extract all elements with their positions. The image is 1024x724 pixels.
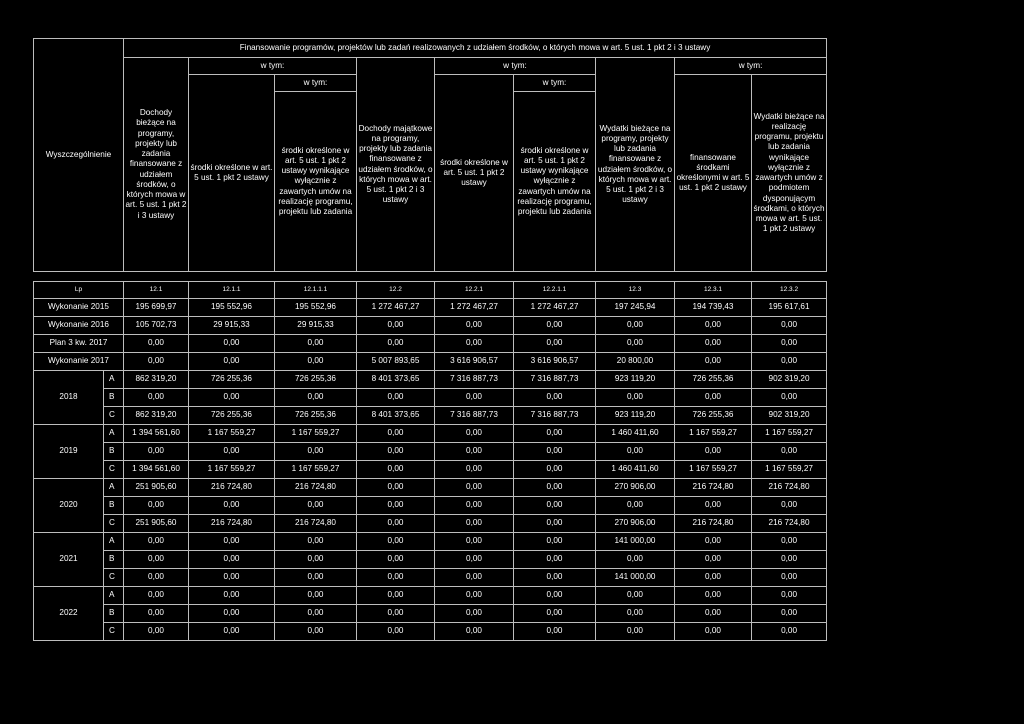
value-cell: 0,00 [675,623,752,641]
col-header-7: Wydatki bieżące na programy, projekty lub zadania finansowane z udziałem środków, o których mowa w art. 5 ust. 1 pkt 2 i 3 ustawy [596,58,675,272]
value-cell: 0,00 [752,533,827,551]
row-code: C [104,623,124,641]
value-cell: 0,00 [435,443,514,461]
value-cell: 0,00 [435,569,514,587]
value-cell: 0,00 [675,353,752,371]
table-row [34,497,827,515]
col-header-2: środki określone w art. 5 ust. 1 pkt 2 ustawy [189,75,275,272]
row-code: A [104,587,124,605]
value-cell: 923 119,20 [596,371,675,389]
value-cell: 0,00 [596,335,675,353]
value-cell: 1 394 561,60 [124,425,189,443]
value-cell: 0,00 [514,461,596,479]
value-cell: 0,00 [189,605,275,623]
value-cell: 0,00 [596,389,675,407]
value-cell: 0,00 [596,317,675,335]
w-tym-group-2: w tym: [435,58,596,75]
value-cell: 0,00 [275,551,357,569]
value-cell: 0,00 [596,497,675,515]
row-code: A [104,479,124,497]
value-cell: 0,00 [514,317,596,335]
value-cell: 0,00 [675,389,752,407]
value-cell: 1 394 561,60 [124,461,189,479]
row-code: B [104,551,124,569]
value-cell: 0,00 [124,605,189,623]
value-cell: 0,00 [752,317,827,335]
value-cell: 0,00 [435,497,514,515]
lp-number: 12.3.1 [675,282,752,299]
value-cell: 923 119,20 [596,407,675,425]
table-row [34,317,827,335]
value-cell: 29 915,33 [189,317,275,335]
value-cell: 5 007 893,65 [357,353,435,371]
value-cell: 902 319,20 [752,371,827,389]
header-spacer [34,272,827,282]
value-cell: 20 800,00 [596,353,675,371]
value-cell: 0,00 [514,569,596,587]
col-header-3: środki określone w art. 5 ust. 1 pkt 2 ustawy wynikające wyłącznie z zawartych umów na realizację programu, projektu lub zadania [275,92,357,272]
value-cell: 0,00 [124,551,189,569]
value-cell: 0,00 [514,551,596,569]
value-cell: 0,00 [124,533,189,551]
table-row [34,515,827,533]
lp-number: 12.1.1 [189,282,275,299]
value-cell: 216 724,80 [189,515,275,533]
value-cell: 0,00 [675,551,752,569]
table-row [34,443,827,461]
col-header-5: środki określone w art. 5 ust. 1 pkt 2 ustawy [435,75,514,272]
lp-number: 12.2.1.1 [514,282,596,299]
table-row [34,605,827,623]
value-cell: 7 316 887,73 [514,407,596,425]
value-cell: 0,00 [357,425,435,443]
value-cell: 270 906,00 [596,479,675,497]
value-cell: 0,00 [124,353,189,371]
table-title: Finansowanie programów, projektów lub zadań realizowanych z udziałem środków, o których mowa w art. 5 ust. 1 pkt 2 i 3 ustawy [124,39,827,58]
value-cell: 862 319,20 [124,407,189,425]
value-cell: 726 255,36 [189,371,275,389]
value-cell: 0,00 [357,443,435,461]
value-cell: 0,00 [435,335,514,353]
row-code: B [104,605,124,623]
value-cell: 0,00 [435,479,514,497]
w-tym-group-1: w tym: [189,58,357,75]
table-row [34,353,827,371]
value-cell: 1 167 559,27 [752,461,827,479]
value-cell: 0,00 [124,389,189,407]
value-cell: 726 255,36 [675,371,752,389]
value-cell: 0,00 [514,497,596,515]
value-cell: 1 460 411,60 [596,461,675,479]
table-row [34,479,827,497]
value-cell: 0,00 [596,605,675,623]
value-cell: 0,00 [124,623,189,641]
row-label-header: Wyszczególnienie [34,39,124,272]
value-cell: 8 401 373,65 [357,371,435,389]
lp-label: Lp [34,282,124,299]
value-cell: 0,00 [357,389,435,407]
value-cell: 0,00 [275,569,357,587]
row-label: Wykonanie 2017 [34,353,124,371]
col-header-4: Dochody majątkowe na programy, projekty lub zadania finansowane z udziałem środków, o których mowa w art. 5 ust. 1 pkt 2 i 3 ustawy [357,58,435,272]
row-code: B [104,389,124,407]
value-cell: 0,00 [357,551,435,569]
value-cell: 0,00 [357,569,435,587]
value-cell: 0,00 [435,587,514,605]
value-cell: 0,00 [675,443,752,461]
table-row [34,551,827,569]
lp-number: 12.3.2 [752,282,827,299]
value-cell: 0,00 [514,623,596,641]
value-cell: 0,00 [189,389,275,407]
table-row [34,569,827,587]
value-cell: 726 255,36 [675,407,752,425]
value-cell: 0,00 [435,317,514,335]
year-label: 2022 [34,587,104,641]
value-cell: 0,00 [275,335,357,353]
row-label: Wykonanie 2016 [34,317,124,335]
lp-number: 12.3 [596,282,675,299]
row-code: C [104,407,124,425]
value-cell: 0,00 [752,569,827,587]
year-label: 2021 [34,533,104,587]
value-cell: 0,00 [124,497,189,515]
value-cell: 0,00 [275,443,357,461]
value-cell: 251 905,60 [124,479,189,497]
value-cell: 0,00 [435,425,514,443]
value-cell: 0,00 [124,443,189,461]
w-tym-group-3: w tym: [675,58,827,75]
lp-number: 12.1.1.1 [275,282,357,299]
row-label: Plan 3 kw. 2017 [34,335,124,353]
value-cell: 0,00 [189,443,275,461]
value-cell: 0,00 [675,569,752,587]
table-row [34,587,827,605]
value-cell: 0,00 [275,605,357,623]
value-cell: 0,00 [596,587,675,605]
value-cell: 0,00 [124,569,189,587]
table-row [34,533,827,551]
year-label: 2020 [34,479,104,533]
value-cell: 1 272 467,27 [435,299,514,317]
lp-row [34,282,827,299]
value-cell: 0,00 [752,389,827,407]
value-cell: 7 316 887,73 [435,407,514,425]
w-tym-sub-2: w tym: [514,75,596,92]
value-cell: 195 617,61 [752,299,827,317]
value-cell: 0,00 [357,497,435,515]
value-cell: 7 316 887,73 [514,371,596,389]
value-cell: 0,00 [514,425,596,443]
value-cell: 0,00 [275,389,357,407]
value-cell: 195 552,96 [189,299,275,317]
row-code: C [104,569,124,587]
value-cell: 141 000,00 [596,569,675,587]
value-cell: 902 319,20 [752,407,827,425]
value-cell: 0,00 [275,587,357,605]
value-cell: 0,00 [357,515,435,533]
value-cell: 3 616 906,57 [514,353,596,371]
value-cell: 0,00 [514,587,596,605]
value-cell: 0,00 [514,443,596,461]
value-cell: 0,00 [357,533,435,551]
col-header-6: środki określone w art. 5 ust. 1 pkt 2 ustawy wynikające wyłącznie z zawartych umów na realizację programu, projektu lub zadania [514,92,596,272]
financing-table [33,38,827,641]
value-cell: 0,00 [514,605,596,623]
value-cell: 0,00 [189,623,275,641]
value-cell: 0,00 [435,461,514,479]
value-cell: 1 167 559,27 [275,425,357,443]
value-cell: 0,00 [752,605,827,623]
value-cell: 216 724,80 [189,479,275,497]
row-code: A [104,533,124,551]
table-body [34,282,827,641]
value-cell: 3 616 906,57 [435,353,514,371]
row-label: Wykonanie 2015 [34,299,124,317]
value-cell: 1 272 467,27 [514,299,596,317]
value-cell: 0,00 [752,335,827,353]
value-cell: 0,00 [189,551,275,569]
value-cell: 0,00 [752,551,827,569]
value-cell: 8 401 373,65 [357,407,435,425]
value-cell: 0,00 [596,443,675,461]
value-cell: 0,00 [435,605,514,623]
value-cell: 0,00 [275,497,357,515]
value-cell: 0,00 [435,551,514,569]
value-cell: 0,00 [596,551,675,569]
table-row [34,425,827,443]
value-cell: 0,00 [752,353,827,371]
value-cell: 0,00 [675,317,752,335]
value-cell: 194 739,43 [675,299,752,317]
value-cell: 1 167 559,27 [752,425,827,443]
value-cell: 0,00 [514,389,596,407]
value-cell: 1 167 559,27 [675,425,752,443]
value-cell: 0,00 [514,533,596,551]
value-cell: 29 915,33 [275,317,357,335]
value-cell: 726 255,36 [189,407,275,425]
value-cell: 1 167 559,27 [675,461,752,479]
value-cell: 0,00 [357,623,435,641]
lp-number: 12.1 [124,282,189,299]
value-cell: 216 724,80 [752,479,827,497]
value-cell: 216 724,80 [275,515,357,533]
value-cell: 0,00 [124,335,189,353]
value-cell: 1 272 467,27 [357,299,435,317]
table-row [34,389,827,407]
value-cell: 1 167 559,27 [189,461,275,479]
value-cell: 0,00 [675,533,752,551]
row-code: A [104,425,124,443]
value-cell: 0,00 [752,623,827,641]
value-cell: 0,00 [752,443,827,461]
value-cell: 0,00 [357,335,435,353]
value-cell: 0,00 [435,515,514,533]
table-row [34,371,827,389]
value-cell: 1 167 559,27 [275,461,357,479]
value-cell: 726 255,36 [275,371,357,389]
value-cell: 726 255,36 [275,407,357,425]
value-cell: 0,00 [357,587,435,605]
row-code: C [104,461,124,479]
table-row [34,623,827,641]
value-cell: 0,00 [675,335,752,353]
value-cell: 0,00 [189,569,275,587]
col-header-1: Dochody bieżące na programy, projekty lub zadania finansowane z udziałem środków, o których mowa w art. 5 ust. 1 pkt 2 i 3 ustawy [124,58,189,272]
lp-number: 12.2.1 [435,282,514,299]
lp-number: 12.2 [357,282,435,299]
value-cell: 216 724,80 [675,515,752,533]
value-cell: 141 000,00 [596,533,675,551]
value-cell: 0,00 [275,533,357,551]
value-cell: 197 245,94 [596,299,675,317]
value-cell: 0,00 [675,497,752,515]
value-cell: 7 316 887,73 [435,371,514,389]
value-cell: 216 724,80 [752,515,827,533]
value-cell: 0,00 [675,587,752,605]
value-cell: 0,00 [435,389,514,407]
value-cell: 862 319,20 [124,371,189,389]
value-cell: 0,00 [189,533,275,551]
value-cell: 0,00 [435,623,514,641]
value-cell: 105 702,73 [124,317,189,335]
col-header-9: Wydatki bieżące na realizację programu, projektu lub zadania wynikające wyłącznie z zawartych umów z podmiotem dysponującym środkami, o których mowa w art. 5 ust. 1 pkt 2 ustawy [752,75,827,272]
value-cell: 195 552,96 [275,299,357,317]
table-row [34,407,827,425]
value-cell: 216 724,80 [275,479,357,497]
value-cell: 0,00 [189,353,275,371]
value-cell: 0,00 [275,353,357,371]
row-code: B [104,443,124,461]
table-row [34,335,827,353]
value-cell: 0,00 [189,335,275,353]
table-row [34,299,827,317]
col-header-8: finansowane środkami określonymi w art. 5 ust. 1 pkt 2 ustawy [675,75,752,272]
value-cell: 0,00 [675,605,752,623]
row-code: C [104,515,124,533]
year-label: 2018 [34,371,104,425]
value-cell: 0,00 [596,623,675,641]
value-cell: 0,00 [514,515,596,533]
value-cell: 0,00 [514,335,596,353]
value-cell: 0,00 [752,587,827,605]
row-code: A [104,371,124,389]
value-cell: 0,00 [189,587,275,605]
value-cell: 0,00 [435,533,514,551]
year-label: 2019 [34,425,104,479]
value-cell: 195 699,97 [124,299,189,317]
value-cell: 0,00 [752,497,827,515]
value-cell: 0,00 [124,587,189,605]
value-cell: 270 906,00 [596,515,675,533]
value-cell: 0,00 [275,623,357,641]
value-cell: 0,00 [357,461,435,479]
table-row [34,461,827,479]
value-cell: 0,00 [357,479,435,497]
value-cell: 1 460 411,60 [596,425,675,443]
value-cell: 0,00 [189,497,275,515]
row-code: B [104,497,124,515]
value-cell: 0,00 [357,317,435,335]
value-cell: 1 167 559,27 [189,425,275,443]
w-tym-sub-1: w tym: [275,75,357,92]
value-cell: 0,00 [514,479,596,497]
value-cell: 0,00 [357,605,435,623]
value-cell: 216 724,80 [675,479,752,497]
value-cell: 251 905,60 [124,515,189,533]
